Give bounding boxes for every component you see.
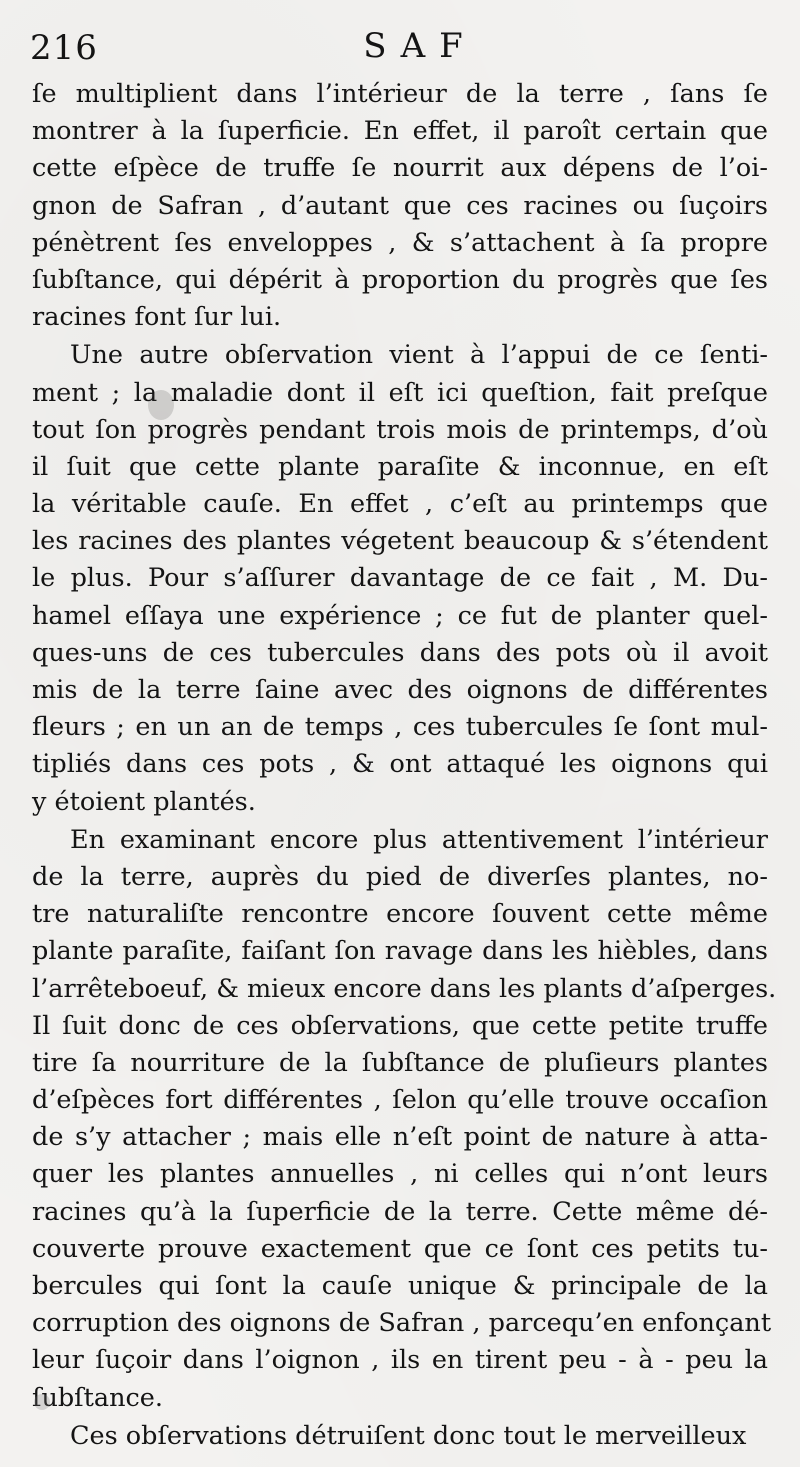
text-line: le plus. Pour s’aſſurer davantage de ce fait , M. Du- xyxy=(32,563,768,594)
text-line: Il ſuit donc de ces obſervations, que cette petite truffe xyxy=(32,1010,768,1041)
text-line: pénètrent ſes enveloppes , & s’attachent à ſa propre xyxy=(32,227,768,258)
text-line: l’arrêteboeuf, & mieux encore dans les plants d’aſperges. xyxy=(32,973,777,1004)
page-hole-mark xyxy=(34,1394,50,1410)
page-number: 216 xyxy=(30,28,98,68)
text-line: fleurs ; en un an de temps , ces tubercules ſe ſont mul- xyxy=(32,712,768,743)
text-line: la véritable cauſe. En effet , c’eſt au printemps que xyxy=(32,489,768,520)
ink-blot xyxy=(148,390,174,420)
text-line: ſubſtance, qui dépérit à proportion du progrès que ſes xyxy=(32,264,768,295)
paragraph xyxy=(32,76,768,336)
page-header xyxy=(30,22,770,72)
body-text xyxy=(32,76,777,1456)
text-line: les racines des plantes végetent beaucoup & s’étendent xyxy=(32,526,768,557)
text-line: y étoient plantés. xyxy=(32,786,256,817)
paragraph xyxy=(32,822,777,1417)
text-line: racines font ſur lui. xyxy=(32,302,282,333)
text-line: ment ; la maladie dont il eſt ici queſtion, fait preſque xyxy=(32,377,768,408)
text-line: bercules qui ſont la cauſe unique & principale de la xyxy=(32,1271,768,1301)
text-line: racines qu’à la ſuperficie de la terre. Cette même dé- xyxy=(32,1196,768,1227)
text-line: ques-uns de ces tubercules dans des pots où il avoit xyxy=(32,637,768,668)
text-line: quer les plantes annuelles , ni celles qui n’ont leurs xyxy=(32,1159,768,1190)
text-line: tre naturaliſte rencontre encore ſouvent cette même xyxy=(32,899,768,930)
paragraph xyxy=(32,337,768,820)
text-line: tipliés dans ces pots , & ont attaqué les oignons qui xyxy=(32,749,768,780)
text-line: plante paraſite, faiſant ſon ravage dans les hièbles, dans xyxy=(32,936,768,967)
text-line: montrer à la ſuperficie. En effet, il paroît certain que xyxy=(32,116,768,147)
running-head: SAF xyxy=(363,26,477,66)
text-line: cette eſpèce de truffe ſe nourrit aux dépens de l’oi- xyxy=(32,153,768,184)
text-line: de s’y attacher ; mais elle n’eſt point de nature à atta- xyxy=(32,1122,768,1153)
text-line: hamel eſſaya une expérience ; ce fut de planter quel- xyxy=(32,600,768,631)
text-line: ſubſtance. xyxy=(32,1382,163,1413)
text-line: de la terre, auprès du pied de diverſes plantes, no- xyxy=(32,861,768,892)
text-line: corruption des oignons de Safran , parcequ’en enfonçant xyxy=(32,1308,772,1339)
text-line: d’eſpèces fort différentes , ſelon qu’elle trouve occaſion xyxy=(32,1085,768,1116)
text-line: ſe multiplient dans l’intérieur de la terre , ſans ſe xyxy=(32,79,768,109)
text-line: En examinant encore plus attentivement l’intérieur xyxy=(70,824,768,855)
text-line: Une autre obſervation vient à l’appui de ce ſenti- xyxy=(70,340,768,371)
text-line: tire ſa nourriture de la ſubſtance de pluſieurs plantes xyxy=(32,1047,768,1078)
text-line: tout ſon progrès pendant trois mois de printemps, d’où xyxy=(32,414,768,445)
text-line: il ſuit que cette plante paraſite & inconnue, en eſt xyxy=(32,451,768,482)
paragraph xyxy=(32,1418,768,1455)
text-line: couverte prouve exactement que ce ſont ces petits tu- xyxy=(32,1233,768,1264)
text-line: leur ſuçoir dans l’oignon , ils en tirent peu - à - peu la xyxy=(32,1345,768,1376)
text-line: mis de la terre ſaine avec des oignons de différentes xyxy=(32,675,768,705)
text-line: Ces obſervations détruiſent donc tout le merveilleux xyxy=(70,1420,747,1451)
text-line: gnon de Safran , d’autant que ces racines ou ſuçoirs xyxy=(32,190,768,221)
